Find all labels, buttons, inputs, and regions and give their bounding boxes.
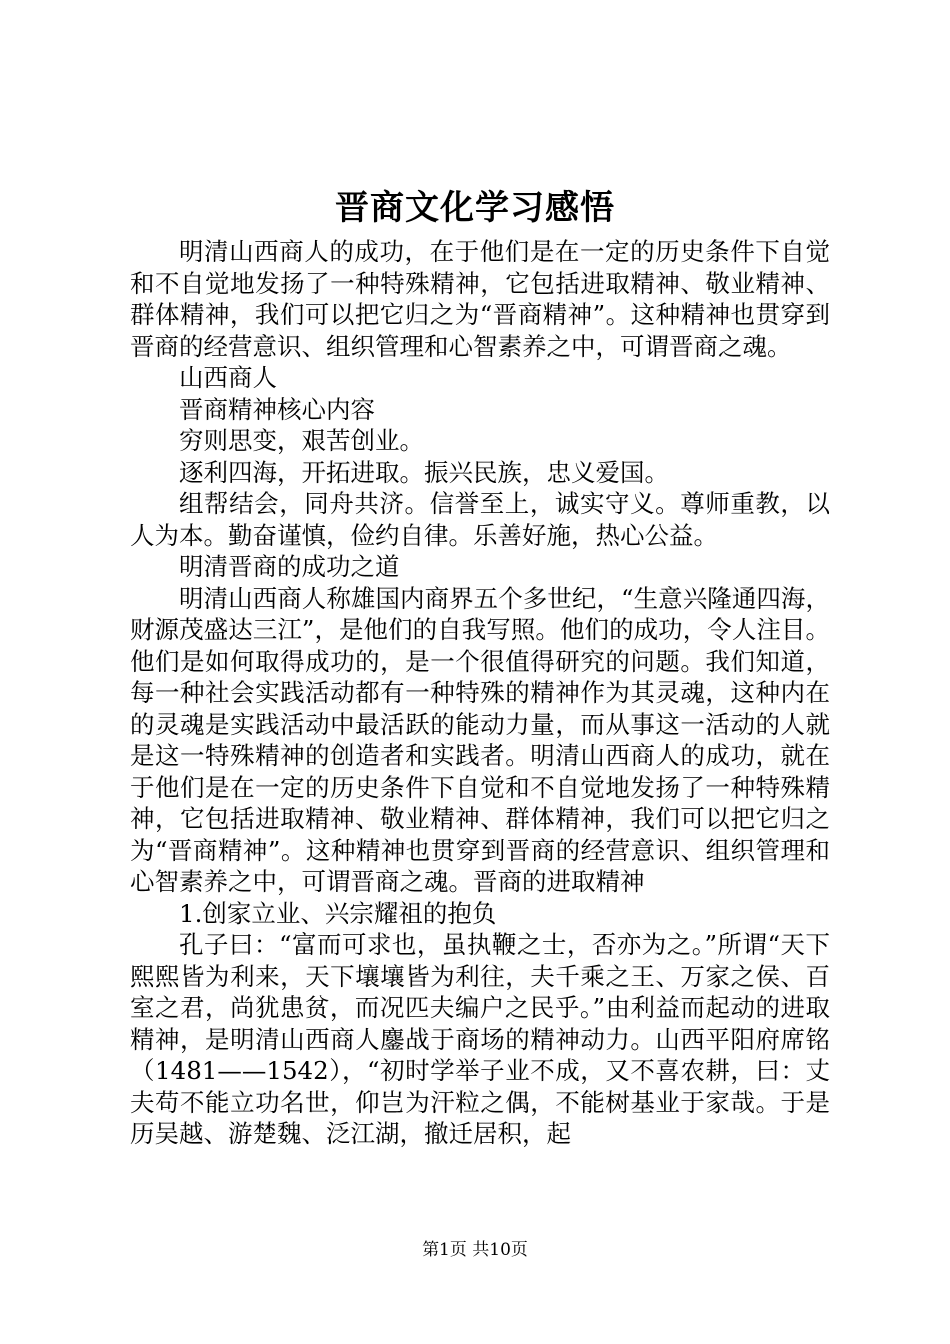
paragraph: 山西商人	[179, 363, 277, 392]
paragraph: 1.创家立业、兴宗耀祖的抱负	[179, 898, 497, 928]
paragraph: 晋商精神核心内容	[179, 394, 375, 424]
document-body	[130, 236, 830, 1150]
paragraph: 孔子曰：“富而可求也，虽执鞭之士，否亦为之。”所谓“天下熙熙皆为利来，天下壤壤皆为利往，夫千乘之王、万家之侯、百室之君，尚犹患贫，而况匹夫编户之民乎。”由利益而起动的进取精神，是明清山西商人鏖战于商场的精神动力。山西平阳府席铭（1481——1542），“初时学举子业不成，又不喜农耕，曰：丈夫苟不能立功名世，仰岂为汗粒之偶，不能树基业于家哉。于是历吴越、游楚魏、泛江湖，撤迁居积，起	[130, 930, 830, 1148]
paragraph: 逐利四海，开拓进取。振兴民族，忠义爱国。	[179, 457, 669, 487]
document-title: 晋商文化学习感悟	[335, 188, 615, 228]
paragraph: 明清山西商人的成功，在于他们是在一定的历史条件下自觉和不自觉地发扬了一种特殊精神，它包括进取精神、敬业精神、群体精神，我们可以把它归之为“晋商精神”。这种精神也贯穿到晋商的经营意识、组织管理和心智素养之中，可谓晋商之魂。	[130, 237, 830, 361]
paragraph: 组帮结会，同舟共济。信誉至上，诚实守义。尊师重教，以人为本。勤奋谨慎，俭约自律。乐善好施，热心公益。	[130, 489, 830, 550]
page-number-footer: 第1页 共10页	[422, 1240, 528, 1260]
paragraph: 穷则思变，艰苦创业。	[179, 426, 424, 455]
paragraph: 明清山西商人称雄国内商界五个多世纪，“生意兴隆通四海，财源茂盛达三江”，是他们的自我写照。他们的成功，令人注目。他们是如何取得成功的，是一个很值得研究的问题。我们知道，每一种社会实践活动都有一种特殊的精神作为其灵魂，这种内在的灵魂是实践活动中最活跃的能动力量，而从事这一活动的人就是这一特殊精神的创造者和实践者。明清山西商人的成功，就在于他们是在一定的历史条件下自觉和不自觉地发扬了一种特殊精神，它包括进取精神、敬业精神、群体精神，我们可以把它归之为“晋商精神”。这种精神也贯穿到晋商的经营意识、组织管理和心智素养之中，可谓晋商之魂。晋商的进取精神	[130, 583, 830, 896]
paragraph: 明清晋商的成功之道	[179, 552, 400, 581]
